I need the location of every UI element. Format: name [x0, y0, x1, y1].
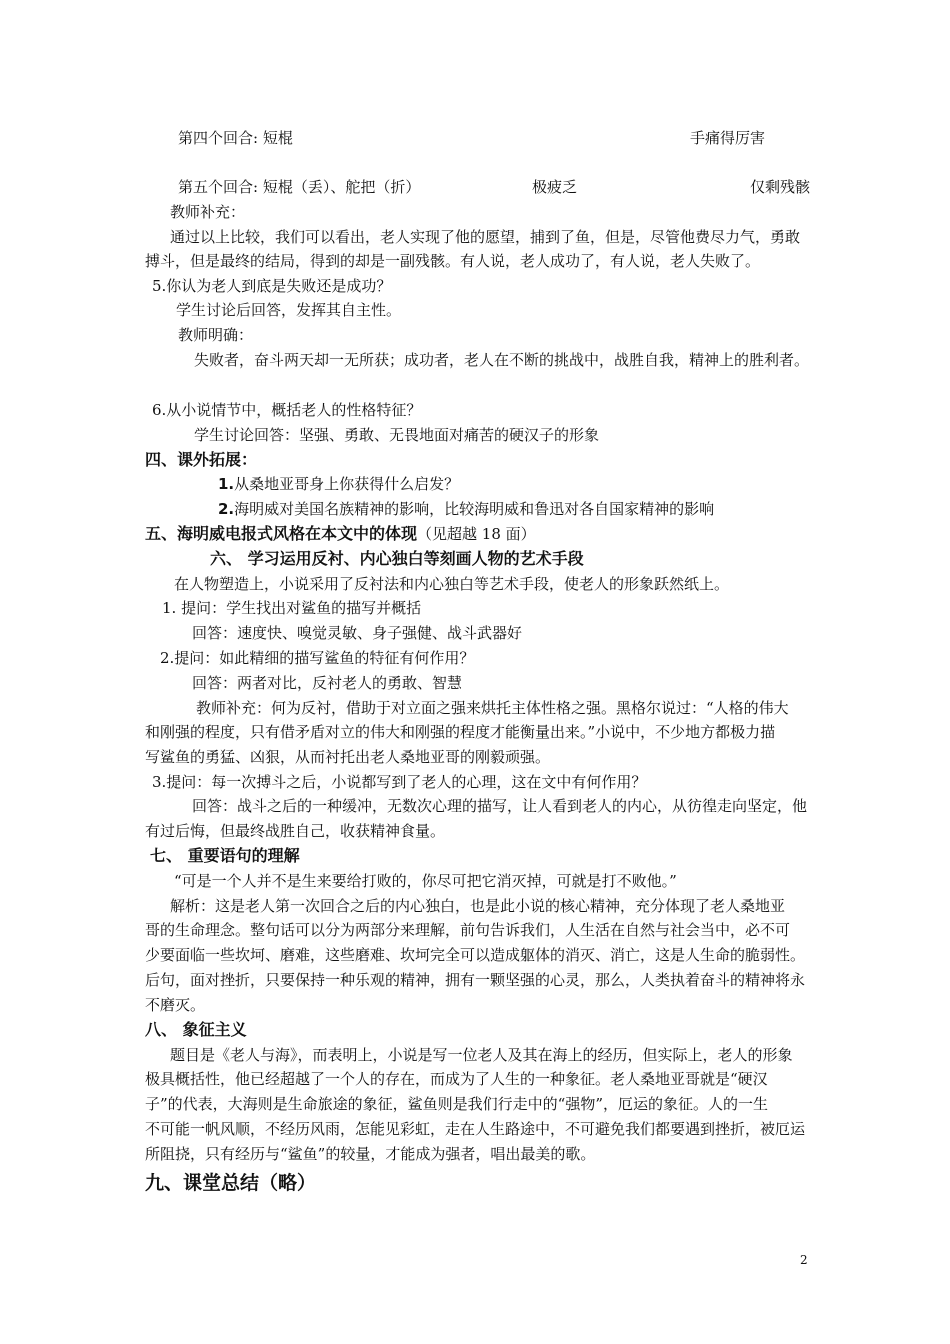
item-text: 从桑地亚哥身上你获得什么启发？ — [234, 475, 460, 493]
section-8-heading: 八、 象征主义 — [145, 1020, 247, 1039]
paragraph-line: 回答：战斗之后的一种缓冲，无数次心理的描写，让人看到老人的内心，从彷徨走向坚定，他 — [192, 797, 808, 815]
section-9-heading: 九、课堂总结（略） — [145, 1172, 317, 1194]
section-4-heading: 四、课外拓展： — [145, 450, 258, 469]
paragraph-line: 解析：这是老人第一次回合之后的内心独白，也是此小说的核心精神，充分体现了老人桑地亚 — [170, 897, 786, 915]
section-4-item-1 — [218, 474, 459, 494]
paragraph-line: 题目是《老人与海》，而表明上，小说是写一位老人及其在海上的经历，但实际上，老人的形象 — [170, 1046, 793, 1064]
paragraph-line: 搏斗，但是最终的结局，得到的却是一副残骸。有人说，老人成功了，有人说，老人失败了。 — [145, 252, 761, 270]
paragraph-line: 和刚强的程度，只有借矛盾对立的伟大和刚强的程度才能衡量出来。”小说中，不少地方都极力描 — [145, 723, 776, 741]
item-text: 海明威对美国名族精神的影响，比较海明威和鲁迅对各自国家精神的影响 — [234, 500, 715, 518]
section-6-heading: 六、 学习运用反衬、内心独白等刻画人物的艺术手段 — [210, 549, 584, 568]
paragraph-line: 通过以上比较，我们可以看出，老人实现了他的愿望，捕到了鱼，但是，尽管他费尽力气，勇敢 — [170, 228, 801, 246]
item-number: 2. — [218, 500, 235, 518]
paragraph-line: 有过后悔，但最终战胜自己，收获精神食量。 — [145, 822, 446, 840]
paragraph-line: 所阻挠，只有经历与“鲨鱼”的较量，才能成为强者，唱出最美的歌。 — [145, 1145, 596, 1163]
round-4-note: 手痛得厉害 — [690, 129, 766, 147]
round-4-label: 第四个回合: 短棍 — [178, 129, 293, 147]
section-6-question-2: 2.提问：如此精细的描写鲨鱼的特征有何作用？ — [160, 649, 475, 667]
section-5-title: 五、海明威电报式风格在本文中的体现 — [145, 524, 418, 543]
paragraph-line: 少要面临一些坎坷、磨难，这些磨难、坎坷完全可以造成躯体的消灭、消亡，这是人生命的脆弱性。 — [145, 946, 806, 964]
question-6-answer: 学生讨论回答：坚强、勇敢、无畏地面对痛苦的硬汉子的形象 — [194, 426, 600, 444]
question-5-discussion: 学生讨论后回答，发挥其自主性。 — [176, 301, 402, 319]
section-6-intro: 在人物塑造上，小说采用了反衬法和内心独白等艺术手段，使老人的形象跃然纸上。 — [174, 575, 730, 593]
section-6-answer-1: 回答：速度快、嗅觉灵敏、身子强健、战斗武器好 — [192, 624, 523, 642]
paragraph-line: 不可能一帆风顺，不经历风雨，怎能见彩虹，走在人生路途中，不可避免我们都要遇到挫折，被厄运 — [145, 1120, 806, 1138]
item-number: 1. — [218, 475, 235, 493]
question-6: 6.从小说情节中，概括老人的性格特征？ — [152, 401, 422, 419]
question-5: 5.你认为老人到底是失败还是成功？ — [152, 277, 392, 295]
paragraph-line: 教师补充：何为反衬，借助于对立面之强来烘托主体性格之强。黑格尔说过：“人格的伟大 — [196, 699, 789, 717]
section-7-quote: “可是一个人并不是生来要给打败的，你尽可把它消灭掉，可就是打不败他。” — [174, 872, 677, 890]
paragraph-line: 写鲨鱼的勇猛、凶狠，从而衬托出老人桑地亚哥的刚毅顽强。 — [145, 748, 551, 766]
paragraph-line: 不磨灭。 — [145, 996, 206, 1014]
section-6-answer-2: 回答：两者对比，反衬老人的勇敢、智慧 — [192, 674, 463, 692]
paragraph-line: 哥的生命理念。整句话可以分为两部分来理解，前句告诉我们，人生活在自然与社会当中，必不可 — [145, 921, 791, 939]
section-4-item-2 — [218, 499, 714, 519]
teacher-clarify-label: 教师明确： — [178, 326, 254, 344]
round-5-state: 极疲乏 — [532, 178, 578, 196]
question-5-answer: 失败者，奋斗两天却一无所获；成功者，老人在不断的挑战中，战胜自我，精神上的胜利者。 — [194, 351, 810, 369]
section-5-note: （见超越 18 面） — [417, 525, 536, 543]
section-7-heading: 七、 重要语句的理解 — [150, 846, 300, 865]
round-5-result: 仅剩残骸 — [750, 178, 811, 196]
paragraph-line: 子”的代表，大海则是生命旅途的象征，鲨鱼则是我们行走中的“强物”，厄运的象征。人的一生 — [145, 1095, 769, 1113]
teacher-supplement-label: 教师补充： — [170, 203, 246, 221]
section-6-question-1: 1. 提问：学生找出对鲨鱼的描写并概括 — [162, 599, 422, 617]
page-number: 2 — [800, 1253, 808, 1267]
paragraph-line: 后句，面对挫折，只要保持一种乐观的精神，拥有一颗坚强的心灵，那么，人类执着奋斗的精神将永 — [145, 971, 806, 989]
section-6-question-3: 3.提问：每一次搏斗之后，小说都写到了老人的心理，这在文中有何作用？ — [152, 773, 647, 791]
section-5-heading — [145, 524, 536, 544]
paragraph-line: 极具概括性，他已经超越了一个人的存在，而成为了人生的一种象征。老人桑地亚哥就是“硬汉 — [145, 1070, 768, 1088]
round-5-label: 第五个回合: 短棍（丢）、舵把（折） — [178, 178, 421, 196]
